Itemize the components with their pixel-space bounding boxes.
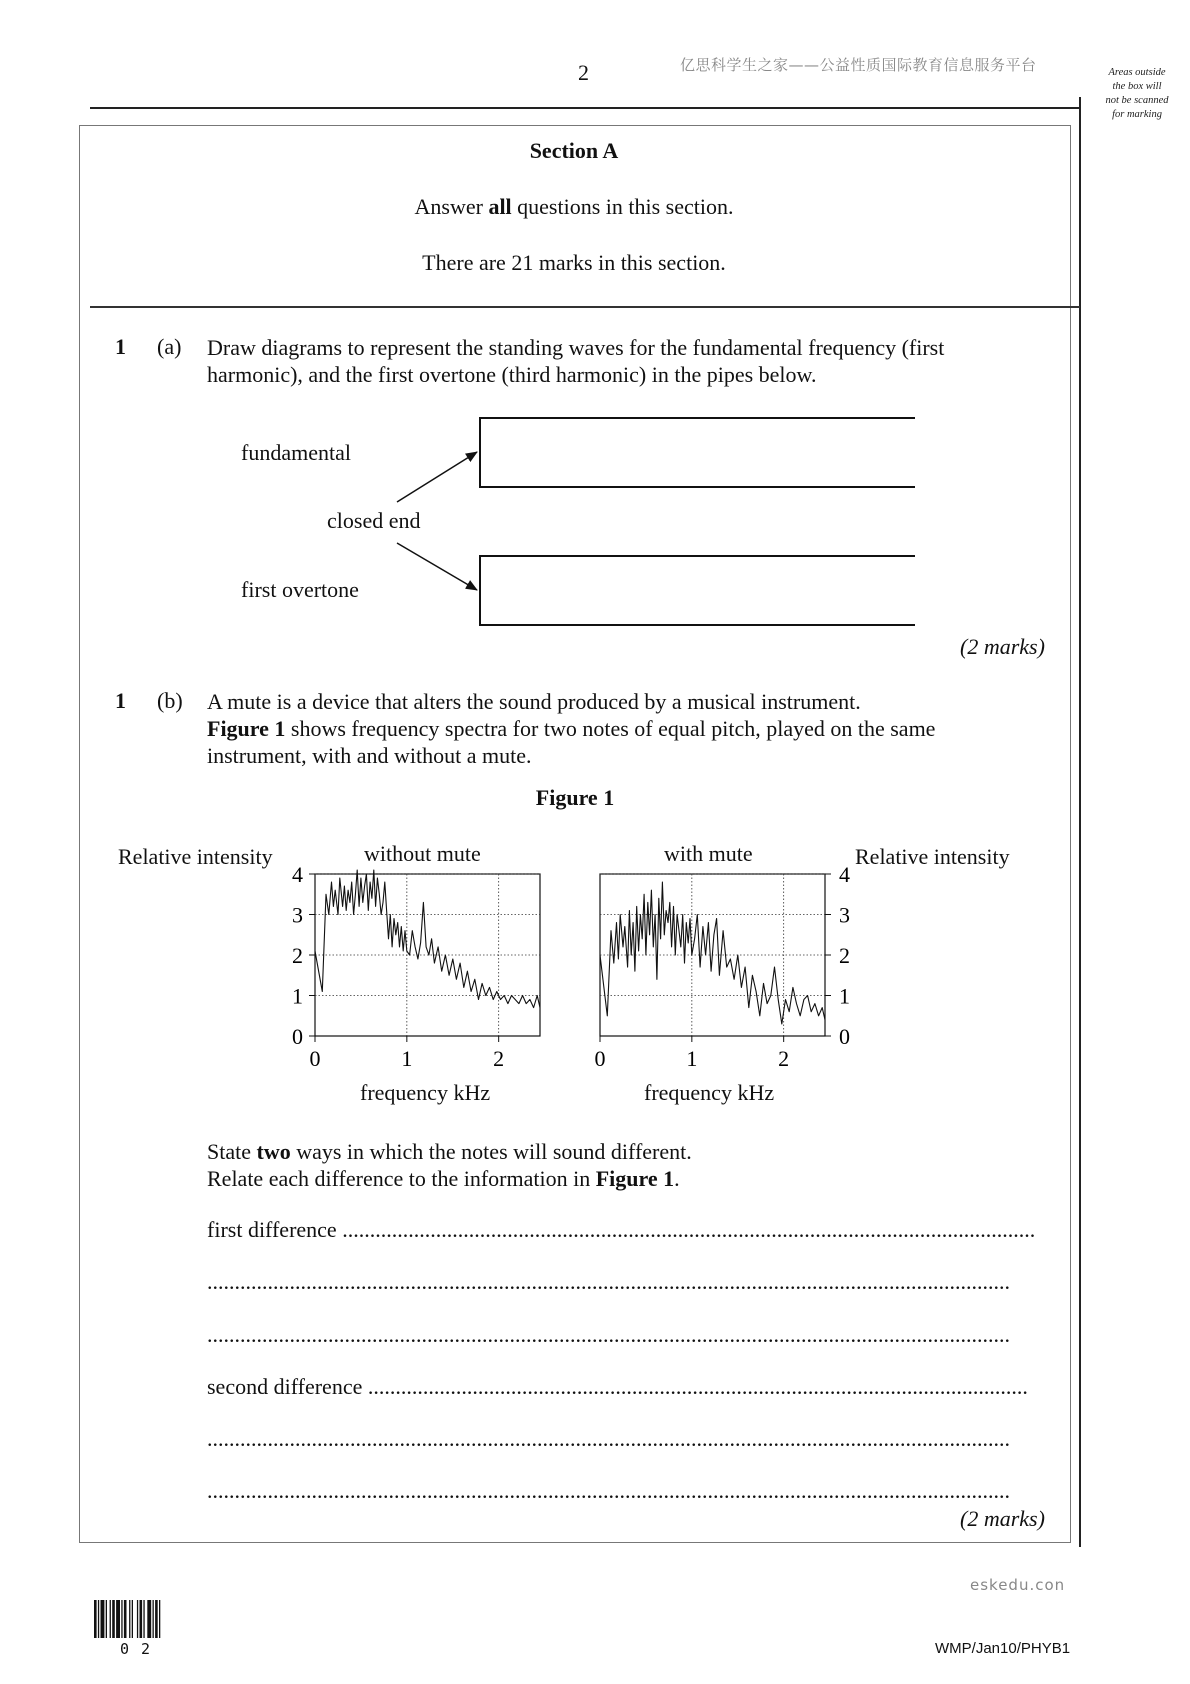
task-span: Relate each difference to the information in xyxy=(207,1166,596,1191)
figure-ref: Figure 1 xyxy=(207,716,286,741)
y-tick-label: 2 xyxy=(839,943,850,968)
question-part: (a) xyxy=(157,334,182,359)
paper-code: WMP/Jan10/PHYB1 xyxy=(935,1640,1071,1657)
task-line xyxy=(207,1165,1067,1192)
margin-note-line: not be scanned xyxy=(1105,95,1169,106)
instruction-text: questions in this section. xyxy=(511,194,734,219)
barcode-bar xyxy=(129,1600,130,1638)
barcode-bar xyxy=(110,1600,111,1638)
answer-line-second-2[interactable]: .................................................................................................................................................. xyxy=(207,1426,1010,1451)
spectrum-line-right xyxy=(600,882,825,1024)
barcode-bar xyxy=(101,1600,105,1638)
answer-line-first-2[interactable]: .................................................................................................................................................. xyxy=(207,1269,1010,1294)
task-bold: two xyxy=(256,1139,291,1164)
label-first-overtone: first overtone xyxy=(241,577,359,602)
margin-note-line: for marking xyxy=(1112,109,1162,120)
x-tick-label: 1 xyxy=(686,1046,698,1071)
margin-note-line: Areas outside xyxy=(1108,67,1166,78)
barcode-bar xyxy=(137,1600,138,1638)
marks-label: (2 marks) xyxy=(960,1506,1045,1531)
first-difference-label: first difference xyxy=(207,1217,337,1242)
answer-line-second-1[interactable]: second difference ........................................................................................................................ xyxy=(207,1374,1028,1399)
figure-title: Figure 1 xyxy=(535,785,615,810)
x-tick-label: 0 xyxy=(309,1046,321,1071)
barcode-bar xyxy=(140,1600,143,1638)
chart-xlabel-right: frequency kHz xyxy=(644,1080,775,1105)
barcode xyxy=(94,1600,188,1638)
question-text-line: harmonic), and the first overtone (third harmonic) in the pipes below. xyxy=(207,362,817,387)
task-line xyxy=(207,1138,1067,1165)
barcode-bar xyxy=(94,1600,97,1638)
barcode-bar xyxy=(159,1600,160,1638)
margin-note-line: the box will xyxy=(1112,81,1162,92)
question-text-span: shows frequency spectra for two notes of equal pitch, played on the same xyxy=(285,716,936,741)
barcode-bar xyxy=(132,1600,133,1638)
y-tick-label: 1 xyxy=(839,983,850,1009)
task-bold: Figure 1 xyxy=(595,1166,675,1191)
label-fundamental: fundamental xyxy=(241,440,351,465)
chart-ylabel-right: Relative intensity xyxy=(855,844,1010,869)
question-text-line: Draw diagrams to represent the standing waves for the fundamental frequency (first xyxy=(207,335,945,360)
page-number: 2 xyxy=(578,60,589,85)
y-tick-label: 0 xyxy=(839,1024,850,1049)
chart-title-left: without mute xyxy=(364,841,481,866)
y-tick-label: 0 xyxy=(292,1024,303,1049)
instruction-bold: all xyxy=(488,194,512,219)
answer-line-first-1[interactable]: first difference .............................................................................................................................. xyxy=(207,1217,1036,1242)
barcode-number: 02 xyxy=(120,1640,163,1658)
question-part: (b) xyxy=(157,688,183,713)
instruction-text: Answer xyxy=(414,194,489,219)
y-tick-label: 3 xyxy=(839,902,850,928)
marks-label: (2 marks) xyxy=(960,634,1045,659)
task-span: ways in which the notes will sound different. xyxy=(290,1139,692,1164)
barcode-bar xyxy=(98,1600,99,1638)
x-tick-label: 2 xyxy=(778,1046,790,1071)
chart-ylabel-left: Relative intensity xyxy=(118,844,273,869)
footer-url: eskedu.con xyxy=(970,1576,1066,1594)
y-tick-label: 1 xyxy=(292,983,303,1009)
barcode-bar xyxy=(116,1600,120,1638)
watermark-text: 亿思科学生之家——公益性质国际教育信息服务平台 xyxy=(680,56,1037,74)
question-text-line: instrument, with and without a mute. xyxy=(207,743,532,768)
barcode-bar xyxy=(112,1600,115,1638)
x-tick-label: 1 xyxy=(401,1046,413,1071)
label-closed-end: closed end xyxy=(327,508,421,533)
y-tick-label: 4 xyxy=(839,862,850,887)
barcode-bar xyxy=(155,1600,158,1638)
section-title: Section A xyxy=(529,138,619,163)
answer-line-first-3[interactable]: .................................................................................................................................................. xyxy=(207,1322,1010,1347)
y-tick-label: 2 xyxy=(292,943,303,968)
section-marks-note: There are 21 marks in this section. xyxy=(422,250,726,275)
spectrum-line-left xyxy=(315,870,540,1008)
answer-line-second-3[interactable]: .................................................................................................................................................. xyxy=(207,1478,1010,1503)
chart-title-right: with mute xyxy=(664,841,753,866)
task-text xyxy=(207,1138,1067,1192)
question-number: 1 xyxy=(115,334,126,359)
barcode-bar xyxy=(143,1600,144,1638)
barcode-bar xyxy=(121,1600,122,1638)
task-span: State xyxy=(207,1139,257,1164)
x-tick-label: 2 xyxy=(493,1046,505,1071)
x-tick-label: 0 xyxy=(594,1046,606,1071)
barcode-bar xyxy=(153,1600,154,1638)
question-text-line: A mute is a device that alters the sound produced by a musical instrument. xyxy=(207,689,861,714)
barcode-bar xyxy=(124,1600,127,1638)
barcode-bar xyxy=(147,1600,151,1638)
y-tick-label: 4 xyxy=(292,862,303,887)
barcode-bar xyxy=(106,1600,107,1638)
chart-xlabel-left: frequency kHz xyxy=(360,1080,491,1105)
question-number: 1 xyxy=(115,688,126,713)
second-difference-label: second difference xyxy=(207,1374,363,1399)
y-tick-label: 3 xyxy=(292,902,303,928)
task-span: . xyxy=(674,1166,680,1191)
